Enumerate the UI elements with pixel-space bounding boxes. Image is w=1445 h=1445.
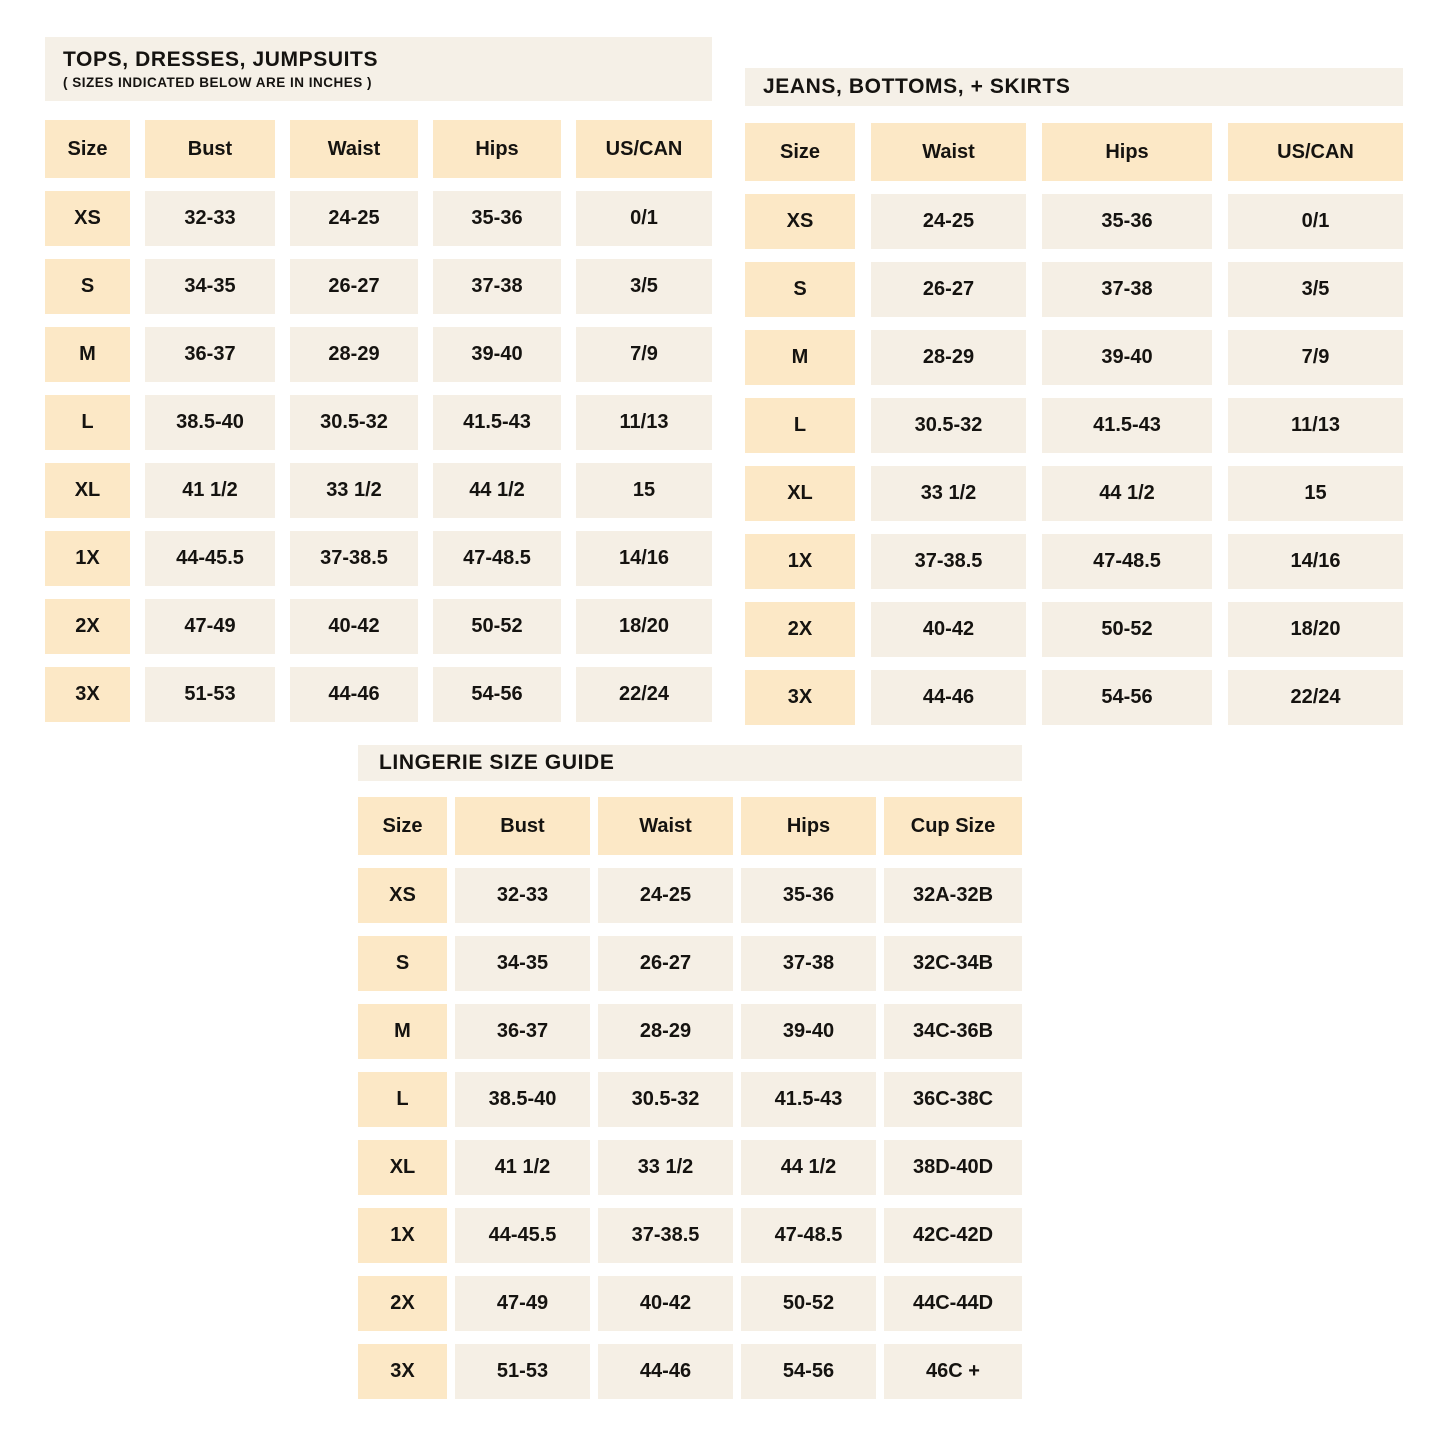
data-cell: 32A-32B — [884, 868, 1022, 923]
data-cell: 47-48.5 — [433, 531, 561, 586]
data-cell: 44-46 — [290, 667, 418, 722]
jeans-size-table — [745, 68, 1403, 725]
tops-table-subtitle: ( SIZES INDICATED BELOW ARE IN INCHES ) — [63, 75, 373, 91]
data-cell: 35-36 — [433, 191, 561, 246]
size-label-cell-s: S — [745, 262, 855, 317]
data-cell: 41.5-43 — [433, 395, 561, 450]
data-cell: 24-25 — [290, 191, 418, 246]
data-cell: 38.5-40 — [455, 1072, 590, 1127]
data-cell: 41 1/2 — [455, 1140, 590, 1195]
data-cell: 28-29 — [598, 1004, 733, 1059]
data-cell: 37-38.5 — [871, 534, 1026, 589]
data-cell: 24-25 — [871, 194, 1026, 249]
size-label-cell-2x: 2X — [358, 1276, 447, 1331]
data-cell: 15 — [576, 463, 712, 518]
column-header-waist: Waist — [871, 123, 1026, 181]
data-cell: 22/24 — [576, 667, 712, 722]
data-cell: 44 1/2 — [433, 463, 561, 518]
data-cell: 37-38.5 — [598, 1208, 733, 1263]
tops-size-table — [45, 37, 712, 722]
data-cell: 34C-36B — [884, 1004, 1022, 1059]
column-header-size: Size — [45, 120, 130, 178]
data-cell: 30.5-32 — [871, 398, 1026, 453]
size-label-cell-m: M — [45, 327, 130, 382]
data-cell: 7/9 — [576, 327, 712, 382]
size-label-cell-s: S — [45, 259, 130, 314]
data-cell: 26-27 — [290, 259, 418, 314]
data-cell: 33 1/2 — [598, 1140, 733, 1195]
data-cell: 51-53 — [145, 667, 275, 722]
data-cell: 32-33 — [455, 868, 590, 923]
data-cell: 50-52 — [741, 1276, 876, 1331]
data-cell: 30.5-32 — [598, 1072, 733, 1127]
tops-table-grid — [45, 120, 712, 722]
data-cell: 36-37 — [455, 1004, 590, 1059]
column-header-bust: Bust — [455, 797, 590, 855]
data-cell: 44-46 — [598, 1344, 733, 1399]
data-cell: 47-49 — [145, 599, 275, 654]
size-label-cell-xl: XL — [745, 466, 855, 521]
data-cell: 38D-40D — [884, 1140, 1022, 1195]
jeans-table-title: JEANS, BOTTOMS, + SKIRTS — [763, 74, 1071, 98]
data-cell: 37-38 — [433, 259, 561, 314]
data-cell: 42C-42D — [884, 1208, 1022, 1263]
data-cell: 26-27 — [598, 936, 733, 991]
data-cell: 11/13 — [576, 395, 712, 450]
size-label-cell-s: S — [358, 936, 447, 991]
jeans-table-grid — [745, 123, 1403, 725]
data-cell: 22/24 — [1228, 670, 1403, 725]
column-header-waist: Waist — [598, 797, 733, 855]
size-label-cell-xl: XL — [358, 1140, 447, 1195]
data-cell: 34-35 — [145, 259, 275, 314]
data-cell: 54-56 — [741, 1344, 876, 1399]
data-cell: 50-52 — [1042, 602, 1212, 657]
data-cell: 44C-44D — [884, 1276, 1022, 1331]
data-cell: 47-48.5 — [741, 1208, 876, 1263]
column-header-us-can: US/CAN — [1228, 123, 1403, 181]
data-cell: 37-38 — [1042, 262, 1212, 317]
column-header-size: Size — [745, 123, 855, 181]
column-header-hips: Hips — [741, 797, 876, 855]
data-cell: 44-46 — [871, 670, 1026, 725]
data-cell: 28-29 — [871, 330, 1026, 385]
size-label-cell-2x: 2X — [45, 599, 130, 654]
data-cell: 37-38.5 — [290, 531, 418, 586]
data-cell: 41.5-43 — [1042, 398, 1212, 453]
data-cell: 14/16 — [1228, 534, 1403, 589]
column-header-bust: Bust — [145, 120, 275, 178]
data-cell: 3/5 — [576, 259, 712, 314]
size-label-cell-3x: 3X — [745, 670, 855, 725]
size-label-cell-m: M — [745, 330, 855, 385]
data-cell: 54-56 — [1042, 670, 1212, 725]
data-cell: 32C-34B — [884, 936, 1022, 991]
size-label-cell-l: L — [358, 1072, 447, 1127]
jeans-title-bar — [745, 68, 1403, 106]
data-cell: 41.5-43 — [741, 1072, 876, 1127]
column-header-us-can: US/CAN — [576, 120, 712, 178]
lingerie-title-bar — [358, 745, 1022, 781]
data-cell: 36C-38C — [884, 1072, 1022, 1127]
data-cell: 18/20 — [576, 599, 712, 654]
data-cell: 44 1/2 — [1042, 466, 1212, 521]
data-cell: 11/13 — [1228, 398, 1403, 453]
data-cell: 39-40 — [433, 327, 561, 382]
lingerie-table-grid — [358, 797, 1022, 1399]
lingerie-table-title: LINGERIE SIZE GUIDE — [379, 750, 615, 774]
lingerie-size-table — [358, 745, 1022, 1399]
size-label-cell-1x: 1X — [358, 1208, 447, 1263]
data-cell: 32-33 — [145, 191, 275, 246]
data-cell: 0/1 — [1228, 194, 1403, 249]
data-cell: 46C + — [884, 1344, 1022, 1399]
data-cell: 44-45.5 — [145, 531, 275, 586]
data-cell: 18/20 — [1228, 602, 1403, 657]
size-label-cell-m: M — [358, 1004, 447, 1059]
data-cell: 35-36 — [741, 868, 876, 923]
tops-title-bar — [45, 37, 712, 101]
data-cell: 40-42 — [598, 1276, 733, 1331]
data-cell: 14/16 — [576, 531, 712, 586]
data-cell: 35-36 — [1042, 194, 1212, 249]
size-label-cell-1x: 1X — [45, 531, 130, 586]
data-cell: 39-40 — [741, 1004, 876, 1059]
size-label-cell-3x: 3X — [45, 667, 130, 722]
data-cell: 47-49 — [455, 1276, 590, 1331]
data-cell: 3/5 — [1228, 262, 1403, 317]
data-cell: 39-40 — [1042, 330, 1212, 385]
data-cell: 44 1/2 — [741, 1140, 876, 1195]
data-cell: 38.5-40 — [145, 395, 275, 450]
size-label-cell-xs: XS — [45, 191, 130, 246]
size-label-cell-l: L — [45, 395, 130, 450]
column-header-hips: Hips — [433, 120, 561, 178]
data-cell: 0/1 — [576, 191, 712, 246]
data-cell: 51-53 — [455, 1344, 590, 1399]
column-header-hips: Hips — [1042, 123, 1212, 181]
data-cell: 37-38 — [741, 936, 876, 991]
data-cell: 24-25 — [598, 868, 733, 923]
size-label-cell-1x: 1X — [745, 534, 855, 589]
data-cell: 26-27 — [871, 262, 1026, 317]
size-label-cell-l: L — [745, 398, 855, 453]
data-cell: 50-52 — [433, 599, 561, 654]
column-header-waist: Waist — [290, 120, 418, 178]
column-header-cup-size: Cup Size — [884, 797, 1022, 855]
data-cell: 34-35 — [455, 936, 590, 991]
data-cell: 28-29 — [290, 327, 418, 382]
data-cell: 44-45.5 — [455, 1208, 590, 1263]
data-cell: 40-42 — [290, 599, 418, 654]
size-label-cell-3x: 3X — [358, 1344, 447, 1399]
data-cell: 47-48.5 — [1042, 534, 1212, 589]
column-header-size: Size — [358, 797, 447, 855]
data-cell: 7/9 — [1228, 330, 1403, 385]
size-label-cell-xs: XS — [358, 868, 447, 923]
data-cell: 30.5-32 — [290, 395, 418, 450]
data-cell: 54-56 — [433, 667, 561, 722]
data-cell: 40-42 — [871, 602, 1026, 657]
data-cell: 15 — [1228, 466, 1403, 521]
data-cell: 41 1/2 — [145, 463, 275, 518]
data-cell: 33 1/2 — [871, 466, 1026, 521]
data-cell: 33 1/2 — [290, 463, 418, 518]
size-label-cell-xl: XL — [45, 463, 130, 518]
data-cell: 36-37 — [145, 327, 275, 382]
size-label-cell-2x: 2X — [745, 602, 855, 657]
tops-table-title: TOPS, DRESSES, JUMPSUITS — [63, 47, 379, 71]
size-label-cell-xs: XS — [745, 194, 855, 249]
